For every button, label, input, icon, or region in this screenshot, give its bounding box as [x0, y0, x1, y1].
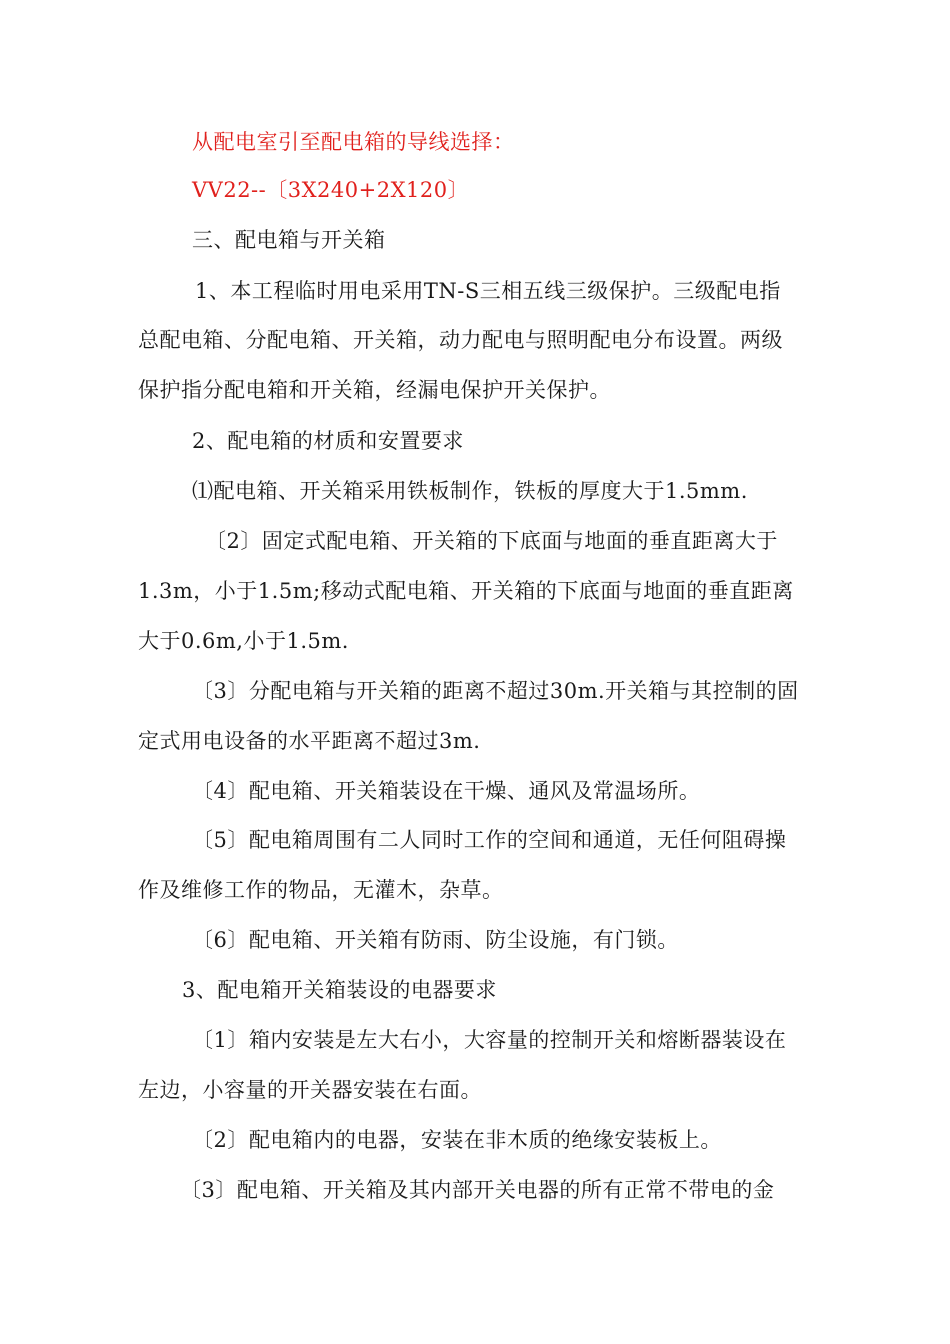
paragraph-line: 〔3〕配电箱、开关箱及其内部开关电器的所有正常不带电的金 [180, 1178, 775, 1202]
paragraph-line: 1.3m，小于1.5m;移动式配电箱、开关箱的下底面与地面的垂直距离 [138, 579, 794, 603]
paragraph-line: 〔6〕配电箱、开关箱有防雨、防尘设施，有门锁。 [192, 928, 679, 952]
subsection-title: 3、配电箱开关箱装设的电器要求 [182, 978, 497, 1002]
paragraph-line: 定式用电设备的水平距离不超过3m. [138, 729, 481, 753]
paragraph-line: 〔1〕箱内安装是左大右小，大容量的控制开关和熔断器装设在 [192, 1028, 787, 1052]
section-title: 三、配电箱与开关箱 [192, 228, 386, 252]
red-cable-spec: VV22--〔3X240+2X120〕 [192, 178, 470, 202]
paragraph-line: 保护指分配电箱和开关箱，经漏电保护开关保护。 [138, 378, 611, 402]
paragraph-line: 〔3〕分配电箱与开关箱的距离不超过30m.开关箱与其控制的固 [192, 679, 799, 703]
paragraph-line: 〔2〕固定式配电箱、开关箱的下底面与地面的垂直距离大于 [205, 529, 778, 553]
paragraph-line: 作及维修工作的物品，无灌木，杂草。 [138, 878, 504, 902]
paragraph-line: 〔4〕配电箱、开关箱装设在干燥、通风及常温场所。 [192, 779, 701, 803]
paragraph-line: 左边，小容量的开关器安装在右面。 [138, 1078, 482, 1102]
paragraph-line: ⑴配电箱、开关箱采用铁板制作，铁板的厚度大于1.5mm. [192, 479, 748, 503]
paragraph-line: 1、本工程临时用电采用TN-S三相五线三级保护。三级配电指 [195, 279, 781, 303]
paragraph-line: 大于0.6m,小于1.5m. [138, 629, 349, 653]
paragraph-line: 〔2〕配电箱内的电器，安装在非木质的绝缘安装板上。 [192, 1128, 722, 1152]
paragraph-line: 总配电箱、分配电箱、开关箱，动力配电与照明配电分布设置。两级 [138, 328, 783, 352]
subsection-title: 2、配电箱的材质和安置要求 [192, 429, 464, 453]
red-heading: 从配电室引至配电箱的导线选择： [192, 130, 515, 154]
paragraph-line: 〔5〕配电箱周围有二人同时工作的空间和通道，无任何阻碍操 [192, 828, 787, 852]
